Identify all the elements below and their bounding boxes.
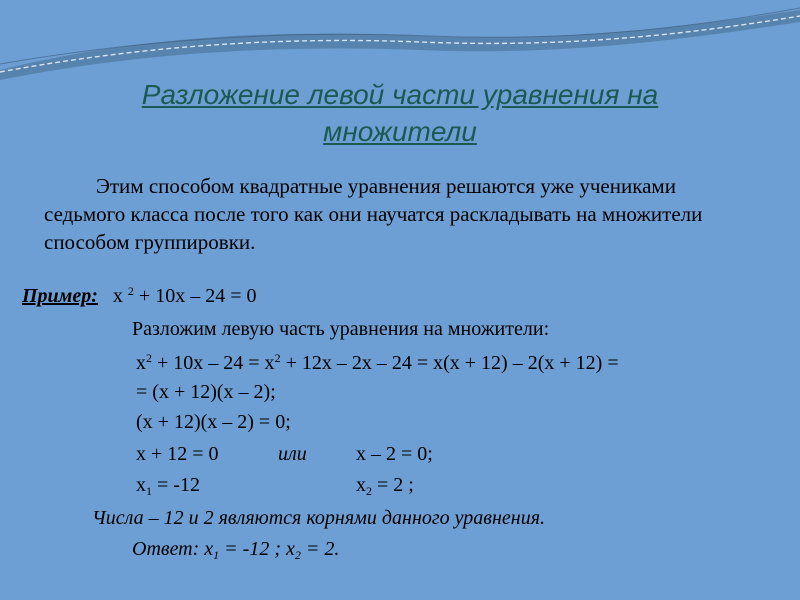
example-line [22, 284, 256, 308]
expansion-line: $x^2 + 10x - 24 = x^2 + 12x - 2x - 24 = x(x + 12) - 2(x + 12)$ = [136, 351, 619, 374]
root1: $x_1 = -12$ [136, 474, 200, 498]
step-text: Разложим левую часть уравнения на множители: [132, 318, 550, 340]
case1: x + 12 = 0 [136, 443, 219, 465]
intro-paragraph [44, 172, 760, 256]
conclusion: Числа – 12 и 2 являются корнями данного уравнения. [92, 507, 545, 529]
factored-line: = (x + 12)(x – 2); [136, 381, 276, 403]
or-word: или [278, 443, 307, 465]
slide-title [0, 76, 800, 150]
example-label: Пример: [22, 285, 98, 307]
title-line-2: множители [323, 116, 477, 147]
title-line-1: Разложение левой части уравнения на [141, 79, 659, 110]
product-zero-line: (x + 12)(x – 2) = 0; [136, 411, 291, 433]
intro-text: Этим способом квадратные уравнения решаются уже учениками седьмого класса после того как они научатся раскладывать на множители способом группировки. [44, 174, 703, 254]
example-equation: x $^2$ + 10x – 24 = 0 [112, 284, 257, 307]
answer: Ответ: $x_1 = -12$ ; $x_2 = 2$. [132, 538, 340, 562]
root2: $x_2 = 2$ ; [356, 474, 414, 498]
case2: x – 2 = 0; [356, 443, 433, 465]
